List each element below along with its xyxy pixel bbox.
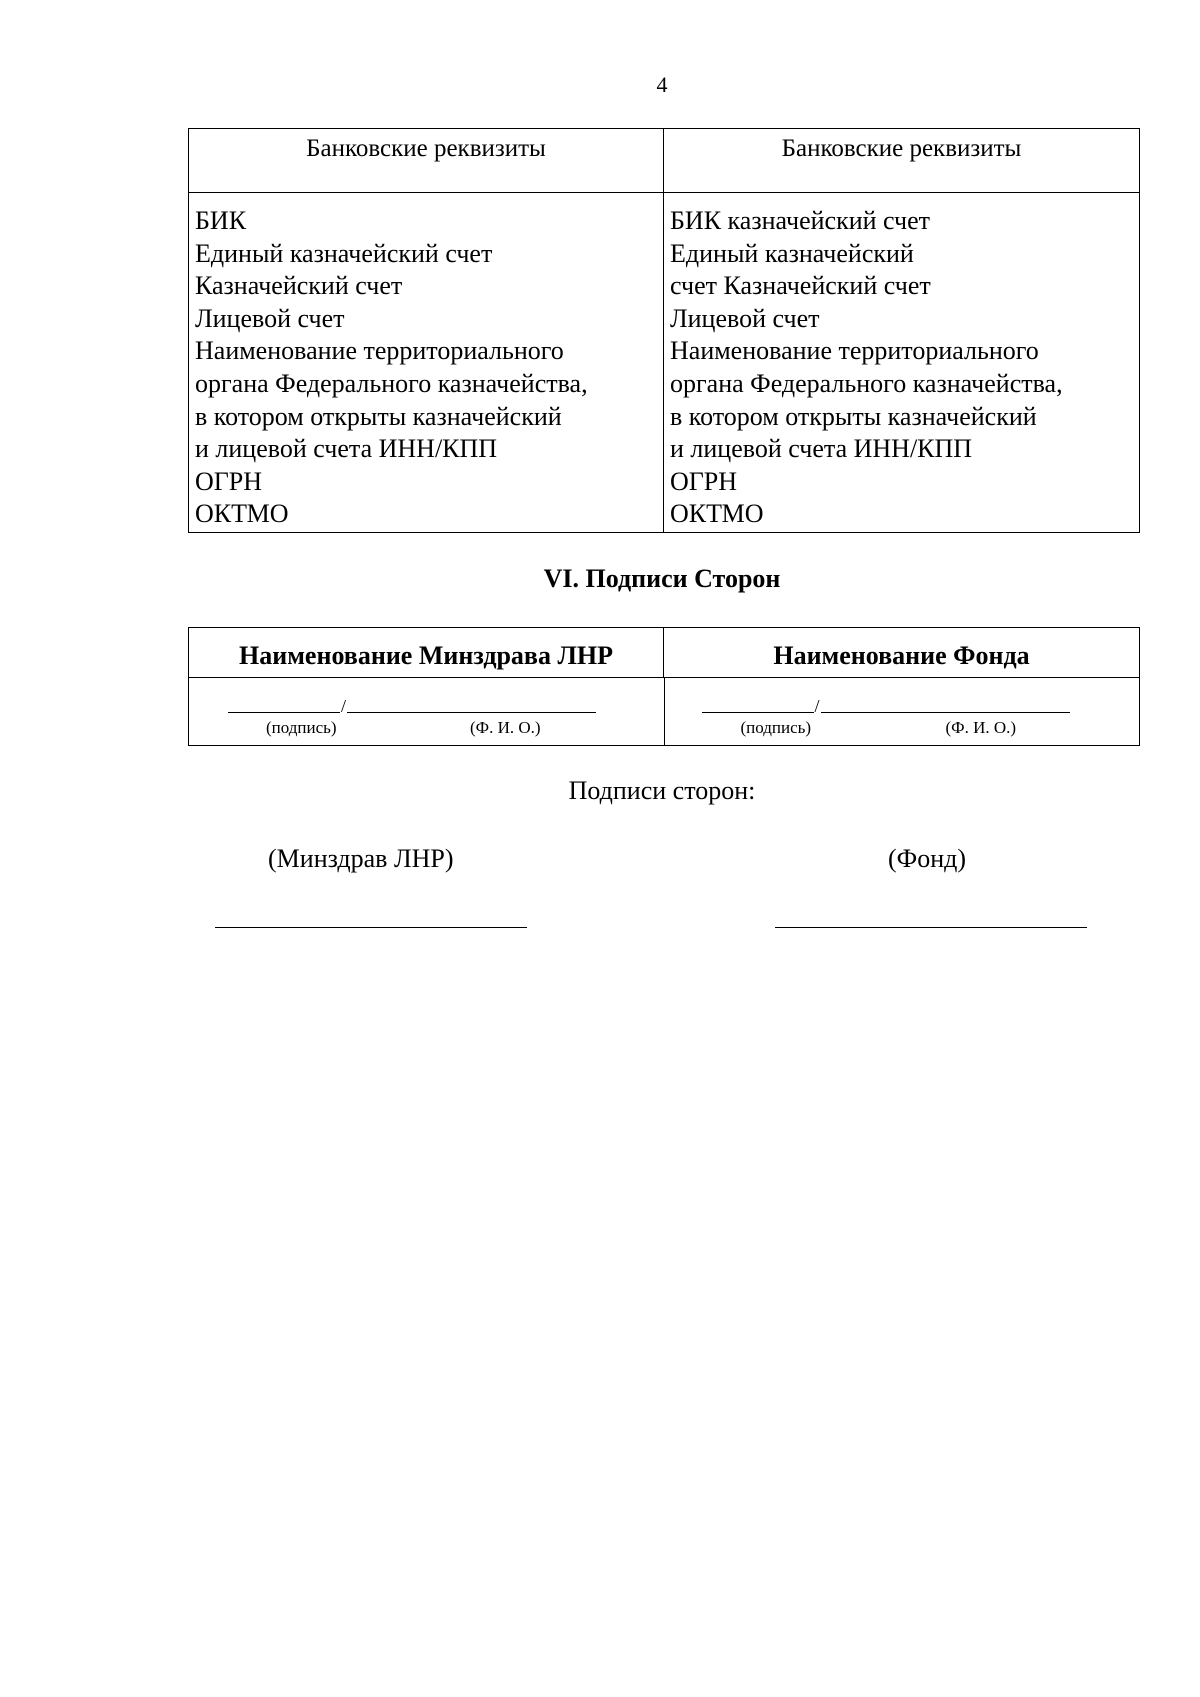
signature-cell-left <box>189 678 665 745</box>
bank-detail-line: Казначейский счет <box>195 271 403 301</box>
bank-details-body-row <box>189 193 1139 532</box>
name-caption: (Ф. И. О.) <box>470 718 541 737</box>
bank-details-left-column <box>189 193 664 532</box>
bank-detail-line: ОГРН <box>670 466 738 496</box>
signatures-header-right: Наименование Фонда <box>773 641 1030 670</box>
signature-blank <box>228 698 340 713</box>
bank-detail-line: ОГРН <box>195 466 263 496</box>
page-number: 4 <box>656 72 668 97</box>
bank-details-table <box>188 128 1140 533</box>
bank-detail-line: в котором открыты казначейский <box>195 401 562 431</box>
bank-detail-line: Лицевой счет <box>670 303 820 333</box>
bank-detail-line: органа Федерального казначейства, <box>670 368 1063 398</box>
party-fund-label: (Фонд) <box>888 844 966 873</box>
bank-detail-line: Лицевой счет <box>195 303 345 333</box>
bank-detail-line: БИК <box>195 206 247 235</box>
section-title-text: . Подписи Сторон <box>572 564 781 593</box>
bank-detail-line: Единый казначейский счет <box>195 238 493 268</box>
name-blank <box>821 698 1070 713</box>
signature-slash: / <box>814 696 820 716</box>
bank-detail-line: в котором открыты казначейский <box>670 401 1037 431</box>
signatures-body-row <box>189 678 1139 745</box>
bank-detail-line: счет Казначейский счет <box>670 271 931 301</box>
bank-details-header-left: Банковские реквизиты <box>189 129 664 192</box>
bank-detail-line: ОКТМО <box>195 499 289 529</box>
signatures-header-row <box>189 628 1139 678</box>
section-number: VI <box>543 564 573 593</box>
signature-slash: / <box>341 696 347 716</box>
bank-detail-line: органа Федерального казначейства, <box>195 368 588 398</box>
fund-signature-line <box>775 927 1087 928</box>
signature-line <box>702 696 1070 716</box>
signature-caption: (подпись) <box>740 718 812 737</box>
section-title <box>0 564 1200 594</box>
signatures-header-left: Наименование Минздрава ЛНР <box>189 628 664 677</box>
signature-blank <box>702 698 814 713</box>
ministry-signature-line <box>215 927 527 928</box>
bank-detail-line: БИК казначейский счет <box>670 206 931 235</box>
name-caption: (Ф. И. О.) <box>945 718 1017 737</box>
signatures-table <box>188 627 1140 746</box>
signature-cell-right <box>665 678 1140 745</box>
bank-detail-line: и лицевой счета ИНН/КПП <box>670 434 973 464</box>
signature-caption: (подпись) <box>266 718 337 737</box>
bank-detail-line: ОКТМО <box>670 499 764 529</box>
signature-line <box>228 696 596 716</box>
name-blank <box>347 698 596 713</box>
bank-details-right-column <box>664 193 1139 532</box>
bank-details-header-row <box>189 129 1139 193</box>
bank-detail-line: и лицевой счета ИНН/КПП <box>195 434 498 464</box>
parties-signatures-heading: Подписи сторон: <box>568 776 756 805</box>
bank-detail-line: Наименование территориального <box>195 336 564 366</box>
bank-detail-line: Наименование территориального <box>670 336 1039 366</box>
party-ministry-label: (Минздрав ЛНР) <box>268 844 454 873</box>
bank-detail-line: Единый казначейский <box>670 238 914 268</box>
bank-details-header-right: Банковские реквизиты <box>781 135 1022 162</box>
